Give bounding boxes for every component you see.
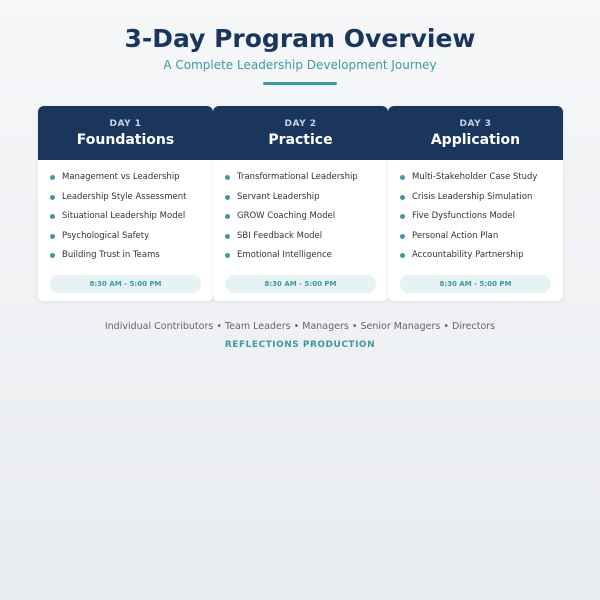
bullet-icon <box>50 253 55 258</box>
list-item <box>400 192 563 212</box>
topic: Building Trust in Teams <box>62 250 160 260</box>
bullet-icon <box>225 195 230 200</box>
bullet-icon <box>400 214 405 219</box>
bullet-icon <box>50 175 55 180</box>
topic: Personal Action Plan <box>412 230 499 241</box>
bullet-icon <box>50 214 55 219</box>
list-item <box>50 231 213 251</box>
list-item <box>225 172 388 192</box>
bullet-icon <box>400 195 405 200</box>
day-cards <box>38 106 563 301</box>
day-label: DAY 2 <box>284 119 317 129</box>
audience-line: Individual Contributors • Team Leaders • Managers • Senior Managers • Directors <box>104 321 496 332</box>
day-label: DAY 1 <box>109 119 142 129</box>
list-item <box>50 250 213 270</box>
producer-credit: REFLECTIONS PRODUCTION <box>224 340 376 350</box>
divider <box>263 82 337 85</box>
page-subtitle: A Complete Leadership Development Journey <box>163 58 437 72</box>
bullet-icon <box>400 234 405 239</box>
day-name: Practice <box>268 132 333 148</box>
day-card <box>38 106 213 301</box>
bullet-icon <box>225 234 230 239</box>
topic: Five Dysfunctions Model <box>412 211 515 221</box>
bullet-icon <box>225 214 230 219</box>
topic: Situational Leadership Model <box>62 211 186 221</box>
list-item <box>225 250 388 270</box>
list-item <box>50 172 213 192</box>
topic: Leadership Style Assessment <box>62 191 187 202</box>
list-item <box>225 211 388 231</box>
list-item <box>225 192 388 212</box>
bullet-icon <box>50 234 55 239</box>
day-card <box>213 106 388 301</box>
card-header <box>213 106 388 160</box>
card-header <box>388 106 563 160</box>
day-name: Foundations <box>76 132 175 148</box>
list-item <box>400 250 563 270</box>
topic: Multi-Stakeholder Case Study <box>412 172 538 182</box>
bullet-icon <box>225 175 230 180</box>
list-item <box>50 192 213 212</box>
list-item <box>225 231 388 251</box>
topic: Servant Leadership <box>237 191 320 202</box>
bullet-icon <box>400 175 405 180</box>
day-card <box>388 106 563 301</box>
bullet-icon <box>400 253 405 258</box>
list-item <box>50 211 213 231</box>
list-item <box>400 172 563 192</box>
topic-list <box>213 160 388 270</box>
bullet-icon <box>225 253 230 258</box>
topic-list <box>38 160 213 270</box>
topic: GROW Coaching Model <box>237 211 336 221</box>
time-badge: 8:30 AM - 5:00 PM <box>225 275 376 293</box>
topic: Transformational Leadership <box>237 172 358 182</box>
topic: Emotional Intelligence <box>237 250 332 260</box>
day-name: Application <box>430 132 521 148</box>
bullet-icon <box>50 195 55 200</box>
topic: Crisis Leadership Simulation <box>412 191 533 202</box>
topic: SBI Feedback Model <box>237 230 323 241</box>
card-header <box>38 106 213 160</box>
page-title: 3-Day Program Overview <box>124 24 476 53</box>
topic-list <box>388 160 563 270</box>
time-badge: 8:30 AM - 5:00 PM <box>400 275 551 293</box>
topic: Accountability Partnership <box>412 250 524 260</box>
list-item <box>400 231 563 251</box>
topic: Management vs Leadership <box>62 172 180 182</box>
list-item <box>400 211 563 231</box>
day-label: DAY 3 <box>459 119 492 129</box>
topic: Psychological Safety <box>62 230 150 241</box>
time-badge: 8:30 AM - 5:00 PM <box>50 275 201 293</box>
